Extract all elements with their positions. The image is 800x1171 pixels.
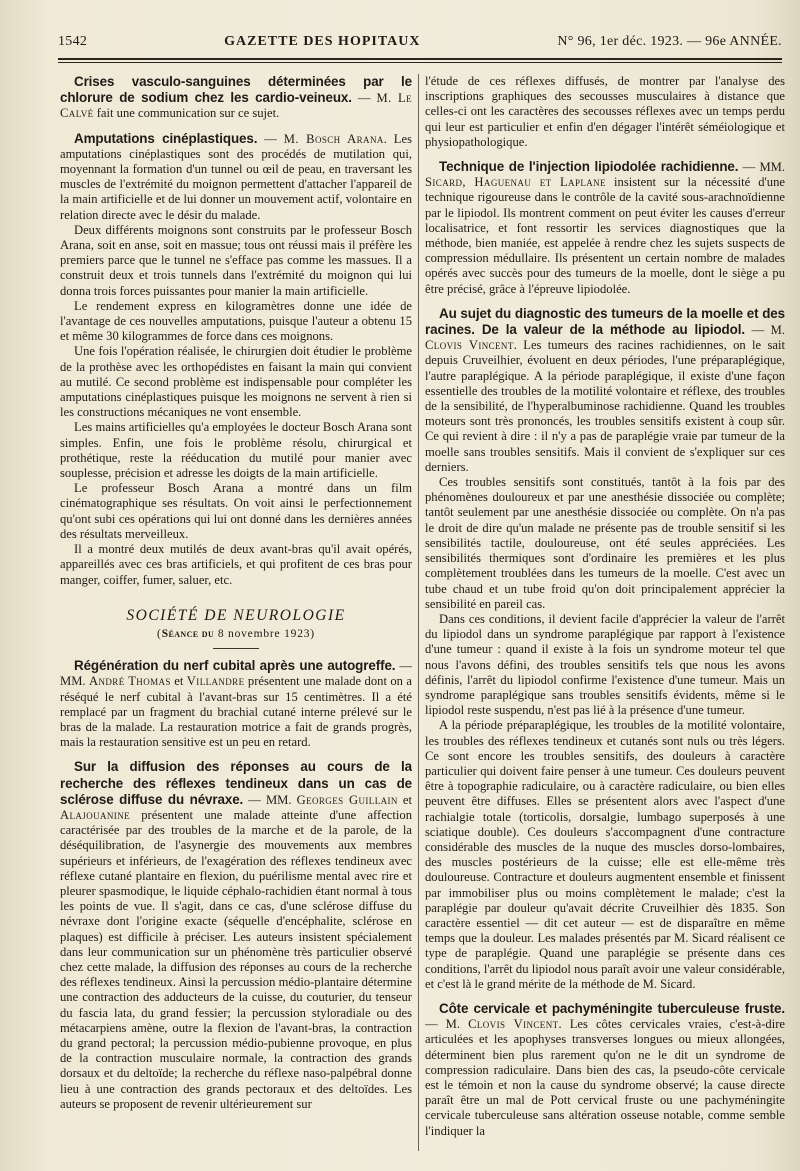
article-text: . Les côtes cervicales vraies, c'est-à-dire articulées et les apophyses transverses longues ou mieux allongées, déterminent bien plus rarement qu'on ne le dit un syndrome de compression radiculaire. Dans bien des cas, la pseudo-côte cervicale est le témoin et non la cause du syndrome observé; la cause directe paraît être un mal de Pott cervical fruste ou une pachyméningite cervicale tuberculeuse sans altération osseuse notable, comme semble l'indiquer la — [425, 1017, 785, 1138]
seance-date: (Séance du 8 novembre 1923) — [157, 627, 315, 640]
issue-info: N° 96, 1er déc. 1923. — 96e ANNÉE. — [557, 34, 782, 49]
article-title: Sur la diffusion des réponses au cours de la recherche des réflexes tendineux dans un cas de sclérose diffuse du névraxe. — [60, 759, 412, 807]
article-intro: — M. — [425, 1017, 469, 1032]
article-crises-vasculo-sanguines — [60, 74, 412, 122]
article-diffusion-reponses-continued — [425, 74, 785, 150]
article-tumeurs-moelle — [425, 306, 785, 992]
article-author: M. Le Calvé — [60, 91, 412, 121]
article-paragraph — [60, 759, 412, 1112]
article-author: Villandre — [186, 674, 245, 689]
article-cote-cervicale — [425, 1001, 785, 1139]
society-heading: SOCIÉTÉ DE NEUROLOGIE — [126, 606, 346, 624]
article-title: Côte cervicale et pachyméningite tuberculeuse fruste. — [439, 1000, 785, 1016]
section-separator — [213, 648, 259, 649]
article-intro: — M. — [744, 323, 785, 338]
article-text: présentent une malade dont on a réséqué le nerf cubital à l'avant-bras sur 15 centimètres. Il a été remplacé par un fragment du brachial cutané interne prélevé sur le bras de la malade. La restauration motrice a fait de grands progrès, mais la restauration sensitive est un peu en retard. — [60, 674, 412, 750]
page-header — [58, 34, 782, 56]
article-title: Au sujet du diagnostic des tumeurs de la moelle et des racines. De la valeur de la méthode au lipiodol. — [425, 305, 785, 338]
article-text: fait une communication sur ce sujet. — [93, 106, 280, 121]
dash: — — [357, 91, 377, 106]
journal-title: GAZETTE DES HOPITAUX — [224, 34, 421, 49]
article-paragraph — [425, 306, 785, 475]
article-text: insistent sur la nécessité d'une technique rigoureuse dans le contrôle de la cavité sous-arachnoïdienne par le lipiodol. Ils montrent comment on peut éviter les causes d'erreur localisatrice, et font ressortir les services diagnostiques que la méthode, bien maniée, est appelée à rendre chez les sujets suspects de compression médullaire. Ils présentent un certain nombre de malades opérés avec succès pour des tumeurs de la moelle, dont le siège a pu être précisé, grâce à l'épreuve lipiodolée. — [425, 175, 785, 296]
article-title: Crises vasculo-sanguines déterminées par le chlorure de sodium chez les cardio-veineux. — [60, 74, 412, 106]
article-author: Clovis Vincent — [425, 338, 514, 353]
article-paragraph: Le rendement express en kilogramètres donne une idée de l'avantage de ces nouvelles amputations, puisque l'auteur a obtenu 15 et même 30 kilogrammes de force dans ces moignons. — [60, 298, 412, 344]
article-paragraph: A la période préparaplégique, les troubles de la motilité volontaire, les troubles des réflexes tendineux et cutanés sont nuls ou très légers. Ce sont encore les troubles sensitifs, des douleurs à caractère particulier qui doivent faire penser à une tumeur. Ces douleurs peuvent être à topographie radiculaire, ou à caractère radiculaire, ou bien elles peuvent être diffuses. Elles se présentent alors avec l'aspect d'une rachialgie totale (torticolis, dorsalgie, lumbago superposés à une sciatique double). Ces douleurs s'accompagnent d'une contracture considérable des muscles de la nuque des muscles dorso-lombaires, des muscles postérieurs de la cuisse; elle est elle-même très douloureuse. Contracture et douleurs augmentent ensemble et finissent par immobiliser plus ou moins complètement le malade; c'est la paraplégie par douleur qu'avait décrite Cruveilhier dès 1835. Son caractère essentiel — dit cet auteur — est de disparaître en même temps que la douleur. Les malades présentés par M. Sicard réalisent ce type de paraplégie. Quand une paraplégie se présente dans ces conditions, l'arrêt du lipiodol nous paraît avoir une valeur considérable, et c'est là le grand mérite de la méthode de M. Sicard. — [425, 718, 785, 991]
article-conjunction: et — [397, 792, 412, 807]
article-title: Technique de l'injection lipiodolée rachidienne. — [439, 159, 739, 175]
article-title: Régénération du nerf cubital après une autogreffe. — [74, 658, 396, 674]
article-intro: — MM. — [243, 792, 297, 807]
article-paragraph: Dans ces conditions, il devient facile d'apprécier la valeur de l'arrêt du lipiodol dans un syndrome paraplégique par rapport à l'existence d'une tumeur : quand il existe à la fois un syndrome moteur tel que nous l'avons défini, des troubles sensitifs tels que nous les avons définis, l'arrêt du lipiodol confirme l'existence d'une tumeur. Mais un syndrome paraplégique sans troubles sensitifs évidents, même si le lipiodol reste suspendu, n'est pas lié à la présence d'une tumeur. — [425, 611, 785, 718]
seance-label: Séance du — [161, 627, 215, 640]
page-number: 1542 — [58, 34, 88, 49]
header-rule-thick — [58, 58, 782, 60]
article-text: . Les amputations cinéplastiques sont des procédés de mutilation qui, moyennant la formation d'un tunnel ou œil de peau, en traversant les muscles de l'extrémité du moignon permettent d'attacher l'appareil de la main artificielle et de lui donner un mouvement actif, volontaire en relation directe avec le désir du malade. — [60, 131, 412, 222]
article-title: Amputations cinéplastiques. — [74, 130, 258, 146]
article-intro: — MM. — [738, 160, 785, 175]
seance-date-value: 8 novembre 1923 — [217, 627, 311, 640]
article-amputations-cineplastiques — [60, 131, 412, 588]
article-author: Sicard, Haguenau et Laplane — [425, 175, 606, 190]
article-paragraph: Il a montré deux mutilés de deux avant-bras qu'il avait opérés, appareillés avec ces bras artificiels, et qui profitent de ces bras pour manger, coiffer, fumer, saluer, etc. — [60, 542, 412, 587]
article-text: . Les tumeurs des racines rachidiennes, on le sait depuis Cruveilhier, évoluent en deux périodes, l'une préparaplégique, l'autre paraplégique. A la période paraplégique, il existe d'une façon essentielle des troubles de la motilité volontaire et réflexe, des troubles de la sensibilité, de l'hyperalbuminose rachidienne. Quand les troubles moteurs sont très prononcés, les troubles sensitifs existent à coup sûr. Ce qui revient à dire : il n'y a pas de paraplégie vraie par tumeur de la moelle sans troubles sensitifs. Mais il convient de s'expliquer sur ces derniers. — [425, 338, 785, 474]
article-diffusion-reponses — [60, 759, 412, 1112]
article-paragraph — [60, 658, 412, 750]
article-paragraph — [60, 131, 412, 223]
article-paragraph: Deux différents moignons sont construits par le professeur Bosch Arana, soit en anse, soit en massue; tous ont réussi mais il préfère les premiers parce que le tunnel ne s'efface pas comme les massues. Il a construit deux et trois tunnels dans l'extrémité du moignon qui lui donna trois forces puissantes pour manier la main artificielle. — [60, 222, 412, 298]
article-intro: — MM. — [60, 659, 412, 689]
article-paragraph — [60, 74, 412, 122]
article-paragraph: l'étude de ces réflexes diffusés, de montrer par l'analyse des inscriptions graphiques des secousses musculaires à distance que celles-ci ont les caractères des secousses réflexes avec un temps perdu qui leur est particulier et enfin d'en dégager l'intérêt séméiologique et physiopathologique. — [425, 74, 785, 149]
article-paragraph: Ces troubles sensitifs sont constitués, tantôt à la fois par des phénomènes douloureux et par une anesthésie dissociée ou complète; tantôt seulement par une anesthésie dissociée ou complète. On n'a pas le droit de dire qu'un malade ne présente pas de trouble sensitif si les sensibilités tactile, douloureuse, ont été seules appréciées. Les sensibilités thermiques sont d'ordinaire les premières et les plus complètement troublées dans les tumeurs de la moelle. C'est avec un tube chaud et un tube froid qu'on doit principalement apprécier la sensibilité en pareil cas. — [425, 475, 785, 611]
article-text: présentent une malade atteinte d'une affection caractérisée par des troubles de la marche et de la parole, de la déséquilibration, de l'asynergie des mouvements aux membres supérieurs et inférieurs, de l'exagération des réflexes tendineux avec réflexe cutané plantaire en flexion, du puérilisme mental avec rire et pleurer spasmodique, le liquide céphalo-rachidien étant normal à tous les points de vue. Il s'agit, dans ce cas, d'une sclérose diffuse du névraxe dont l'origine exacte (séquelle d'encéphalite, sclérose en plaques) est difficile à préciser. Les auteurs insistent spécialement dans leur communication sur un phénomène très particulier observé chez cette malade, la diffusion des réponses au cours de la recherche des réflexes tendineux. Ainsi la percussion médio-plantaire détermine une contraction des adducteurs de la cuisse, du couturier, du tenseur du fascia lata, du grand fessier; la percussion styloradiale ou des métacarpiens amène, outre la flexion de l'avant-bras, la contraction du grand pectoral; la percussion médio-pubienne provoque, en plus de la contraction musculaire normale, la contraction des grands dorsaux et du deltoïde; la recherche du réflexe naso-palpébral donne lieu à une contraction des grands pectoraux et des deltoïdes. Les auteurs se proposent de revenir ultérieurement sur — [60, 807, 412, 1111]
right-column — [425, 74, 785, 1159]
left-column — [60, 74, 412, 1159]
article-paragraph: Les mains artificielles qu'a employées le docteur Bosch Arana sont simples. Enfin, une fois le problème résolu, chirurgical et prothétique, reste la rééducation du mutilé pour manier avec souplesse, précision et adresse les doigts de la main artificielle. — [60, 420, 412, 481]
article-author: M. Bosch Arana — [283, 131, 384, 146]
article-injection-lipiodolee — [425, 159, 785, 297]
dash: — — [264, 131, 284, 146]
column-divider — [418, 74, 419, 1151]
article-paragraph — [425, 1001, 785, 1139]
article-author: Georges Guillain — [296, 792, 398, 807]
article-author: André Thomas — [89, 674, 171, 689]
article-author: Alajouanine — [60, 807, 130, 822]
article-author: Clovis Vincent — [468, 1017, 559, 1032]
header-rule-thin — [58, 62, 782, 63]
article-paragraph: Le professeur Bosch Arana a montré dans un film cinématographique ses résultats. On voit ainsi le perfectionnement qu'ont subi ces opérations qui lui ont donné dans les dernières années des résultats merveilleux. — [60, 481, 412, 541]
article-regeneration-nerf-cubital — [60, 658, 412, 750]
article-paragraph — [425, 159, 785, 297]
article-conjunction: et — [170, 674, 187, 689]
article-paragraph: Une fois l'opération réalisée, le chirurgien doit étudier le problème de la prothèse avec les orthopédistes en faisant la main qui convient au mutilé. Ce second problème est indispensable pour compléter les amputations cinéplastiques puisque les moignons ne servent à rien si les constructions mécaniques ne vont ensemble. — [60, 344, 412, 420]
